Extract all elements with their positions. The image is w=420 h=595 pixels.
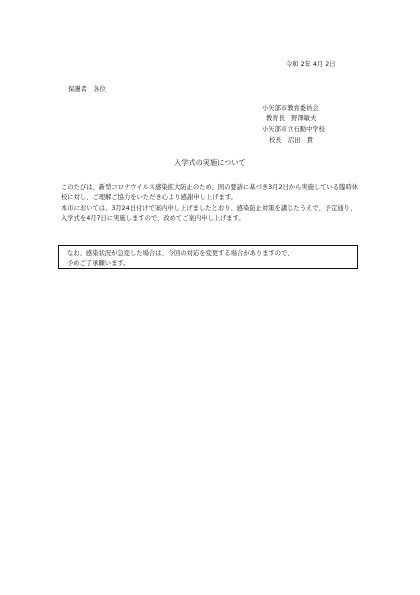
sender-principal: 校長 沼田 貴: [269, 137, 314, 144]
body-paragraph-1: このたびは、新型コロナウイルス感染拡大防止のため、国の要請に基づき3月2日から実施している臨時休校に対し、ご理解ご協力をいただき心より感謝申し上げます。: [61, 184, 359, 202]
sender-superintendent: 教育長 野澤敏夫: [266, 115, 317, 122]
notice-line-1: なお、感染状況が急変した場合は、今回の対応を変更する場合がありますので、: [67, 250, 294, 257]
body-paragraph-2: 本市においては、3月24日付けで案内申し上げましたとおり、感染防止対策を講じたうえで、予定通り、入学式を4月7日に実施しますので、改めてご案内申し上げます。: [61, 204, 357, 223]
notice-line-2: 予めご了承願います。: [67, 260, 130, 267]
sender-school: 小矢部市立石動中学校: [262, 126, 325, 133]
sender-organization: 小矢部市教育委員会: [262, 105, 319, 112]
document-date: 令和 2年 4月 2日: [286, 61, 336, 68]
body-text: [61, 183, 361, 225]
addressee: 保護者 各位: [68, 86, 106, 93]
document-title: 入学式の実施について: [174, 158, 246, 167]
notice-box: [58, 245, 358, 269]
